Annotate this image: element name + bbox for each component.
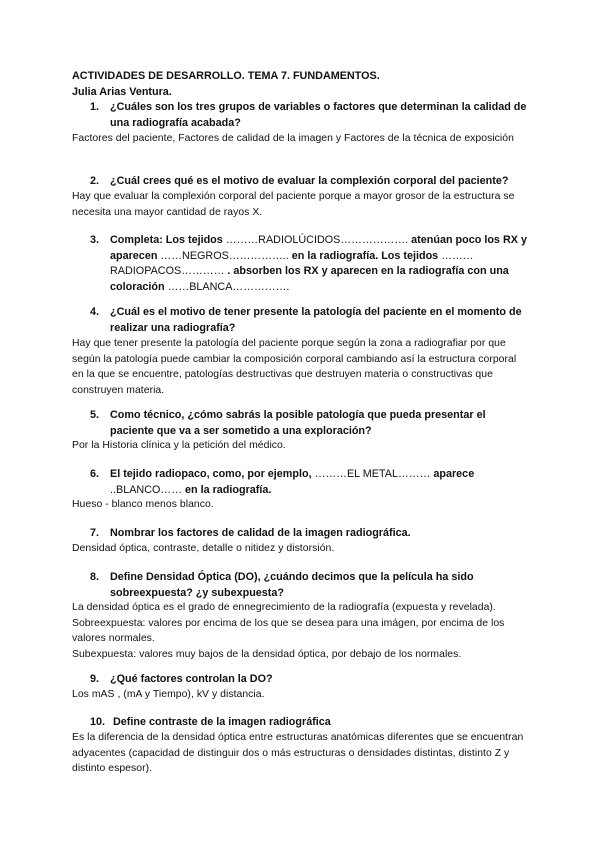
question-number: 8. — [90, 571, 100, 583]
author-name: Julia Arias Ventura. — [72, 86, 172, 98]
answer-paragraph: La densidad óptica es el grado de ennegrecimiento de la radiografía (expuesta y revelada). — [72, 602, 496, 613]
answer-6: Hueso - blanco menos blanco. — [72, 499, 214, 510]
question-text: ¿Cuáles son los tres grupos de variables o factores que determinan la calidad de una radiografía acabada? — [110, 101, 527, 129]
answer-paragraph: Subexpuesta: valores muy bajos de la densidad óptica, por debajo de los normales. — [72, 648, 462, 660]
answer-10: Es la diferencia de la densidad óptica entre estructuras anatómicas diferentes que se encuentran adyacentes (capacidad de distinguir dos o más estructuras o densidades distintas, distinto Z y distinto espesor). — [72, 732, 524, 775]
statement-part: en la radiografía. — [185, 483, 272, 496]
question-text: Como técnico, ¿cómo sabrás la posible patología que pueda presentar el paciente que va a ser sometido a una exploración? — [110, 409, 486, 437]
statement-part: El tejido radiopaco, como, por ejemplo, — [110, 468, 312, 480]
question-number: 4. — [90, 306, 100, 318]
filled-blank: ……NEGROS…………….. — [160, 249, 289, 262]
question-9 — [90, 672, 530, 688]
filled-blank: ………RADIOPACOS………… — [110, 249, 474, 278]
question-5 — [90, 408, 530, 439]
question-number: 10. — [90, 716, 106, 728]
document-title: ACTIVIDADES DE DESARROLLO. TEMA 7. FUNDAMENTOS. — [72, 70, 380, 82]
question-number: 5. — [90, 409, 100, 421]
answer-2: Hay que evaluar la complexión corporal del paciente porque a mayor grosor de la estructura se necesita una mayor cantidad de rayos X. — [72, 191, 515, 218]
question-2 — [90, 174, 530, 190]
question-number: 2. — [90, 175, 100, 187]
answer-paragraph: Sobreexpuesta: valores por encima de los que se desea para una imágen, por encima de los valores normales. — [72, 617, 505, 645]
question-text: Define contraste de la imagen radiográfica — [113, 716, 331, 728]
question-text: Define Densidad Óptica (DO), ¿cuándo decimos que la película ha sido sobreexpuesta? ¿y subexpuesta? — [110, 571, 474, 599]
question-text — [110, 233, 530, 295]
question-text: ¿Cuál crees qué es el motivo de evaluar la complexión corporal del paciente? — [110, 175, 509, 187]
question-number: 9. — [90, 673, 100, 685]
question-3 — [90, 233, 530, 295]
question-text: ¿Qué factores controlan la DO? — [110, 673, 273, 685]
question-7 — [90, 526, 530, 542]
filled-blank: ..BLANCO…… — [110, 483, 182, 496]
statement-part: atenúan poco los RX y aparecen — [110, 234, 527, 262]
answer-1: Factores del paciente, Factores de calidad de la imagen y Factores de la técnica de exposición — [72, 133, 514, 144]
question-text — [110, 467, 530, 498]
statement-part: en la radiografía. Los tejidos — [291, 249, 439, 262]
statement-part: . absorben los RX y aparecen en la radiografía con una coloración — [110, 265, 509, 293]
statement-part: aparece — [433, 468, 475, 480]
answer-5: Por la Historia clínica y la petición del médico. — [72, 440, 286, 451]
question-text: Nombrar los factores de calidad de la imagen radiográfica. — [110, 527, 411, 539]
question-text: ¿Cuál es el motivo de tener presente la patología del paciente en el momento de realizar una radiografía? — [110, 306, 522, 334]
filled-blank: ………EL METAL……… — [314, 468, 431, 480]
answer-7: Densidad óptica, contraste, detalle o nitidez y distorsión. — [72, 543, 335, 554]
question-8 — [90, 570, 530, 601]
question-4 — [90, 305, 530, 336]
answer-4: Hay que tener presente la patología del paciente porque según la zona a radiografiar por que según la patología puede cambiar la composición corporal cambiando así la estructura corporal en la que se encuentre, patologías destructivas que destruyen materia o constructivas que construyen materia. — [72, 338, 517, 396]
answer-9: Los mAS , (mA y Tiempo), kV y distancia. — [72, 689, 265, 700]
question-number: 7. — [90, 527, 100, 539]
question-number: 6. — [90, 468, 100, 480]
answer-8 — [72, 600, 530, 662]
filled-blank: ………RADIOLÚCIDOS………………. — [225, 234, 409, 246]
question-1 — [90, 100, 530, 131]
question-number: 1. — [90, 101, 100, 113]
filled-blank: ……BLANCA……………. — [167, 280, 290, 293]
question-10 — [90, 715, 530, 731]
question-number: 3. — [90, 234, 100, 246]
question-6 — [90, 467, 530, 498]
statement-part: Completa: Los tejidos — [110, 234, 223, 246]
